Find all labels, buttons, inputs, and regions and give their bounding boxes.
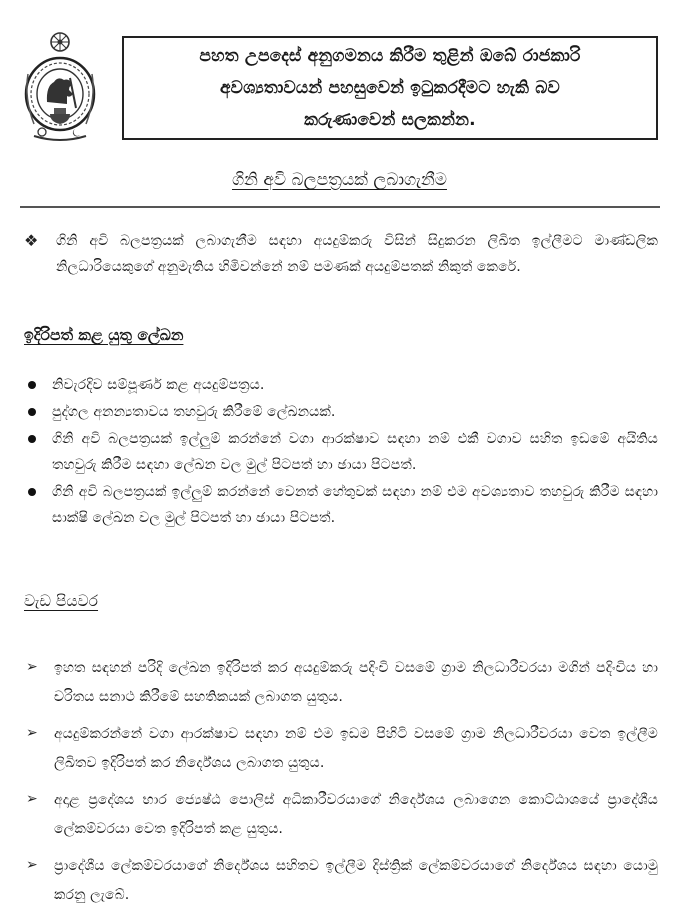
procedure-steps-list	[26, 654, 658, 918]
list-item-text: අදාළ ප්‍රදේශය භාර ජ්‍යෙෂ්ඨ පොලිස් අධිකාරීවරයාගේ නිර්දේශය ලබාගෙන කොට්ඨාශයේ ප්‍රාදේශීය ලේකම්වරයා වෙත ඉදිරිපත් කළ යුතුය.	[54, 792, 658, 837]
list-item	[26, 372, 658, 398]
list-item	[26, 786, 658, 844]
documents-heading: ඉදිරිපත් කළ යුතු ලේඛන	[24, 326, 184, 344]
arrow-bullet-icon: ➢	[26, 857, 38, 873]
sri-lanka-state-emblem-icon	[20, 28, 100, 146]
bullet-icon	[26, 479, 38, 505]
list-item-text: ඉහත සඳහන් පරිදි ලේඛන ඉදිරිපත් කර අයදුම්කරු පදිංචි වසමේ ග්‍රාම නිලධාරීවරයා මගින් පදිංචිය හා චරිතය සනාථ කිරීමේ සහතිකයක් ලබාගත යුතුය.	[54, 660, 658, 705]
arrow-bullet-icon: ➢	[26, 725, 38, 741]
title-divider	[20, 206, 660, 208]
list-item-text: පුද්ගල අනන්‍යතාවය තහවුරු කිරීමේ ලේඛනයක්.	[52, 404, 336, 420]
notice-line: අවශ්‍යතාවයන් පහසුවෙන් ඉටුකරදීමට හැකි බව	[220, 78, 560, 98]
list-item-text: ගිනි අවි බලපත්‍රයක් ඉල්ලුම් කරන්නේ වගා ආරක්ෂාව සඳහා නම් එකී වගාව සහිත ඉඩමේ අයිතිය තහවුරු කිරීම සඳහා ලේඛන වල මුල් පිටපත් හා ඡායා පිටපත්.	[52, 431, 658, 473]
intro-paragraph	[24, 228, 658, 280]
arrow-bullet-icon: ➢	[26, 791, 38, 807]
list-item	[26, 479, 658, 531]
list-item	[26, 399, 658, 425]
bullet-icon	[26, 426, 38, 452]
arrow-bullet-icon: ➢	[26, 659, 38, 675]
bullet-icon	[26, 372, 38, 398]
list-item	[26, 852, 658, 910]
notice-line: පහත උපදෙස් අනුගමනය කිරීම තුළින් ඔබේ රාජකාරි	[199, 46, 581, 66]
diamond-bullet-icon: ❖	[24, 231, 39, 250]
notice-line: කරුණාවෙන් සලකන්න.	[304, 110, 476, 130]
documents-list	[26, 372, 658, 532]
list-item-text: ගිනි අවි බලපත්‍රයක් ඉල්ලුම් කරන්නේ වෙනත් හේතුවක් සඳහා නම් එම අවශ්‍යතාව තහවුරු කිරීම සඳහා සාක්ෂි ලේඛන වල මුල් පිටපත් හා ඡායා පිටපත්.	[52, 484, 658, 526]
intro-text: ගිනි අවි බලපත්‍රයක් ලබාගැනීම සඳහා අයදුම්කරු විසින් සිදුකරන ලිඛිත ඉල්ලීමට මාණ්ඩලික නිලධාරියෙකුගේ අනුමැතිය හිමිවන්නේ නම් පමණක් අයදුම්පතක් නිකුත් කෙරේ.	[56, 233, 658, 275]
list-item	[26, 720, 658, 778]
list-item-text: නිවැරදිව සම්පූර්ණ කළ අයදුම්පත්‍රය.	[52, 377, 265, 393]
page-title: ගිනි අවි බලපත්‍රයක් ලබාගැනීම	[232, 170, 447, 190]
procedure-heading: වැඩ පියවර	[24, 592, 99, 610]
list-item-text: ප්‍රාදේශීය ලේකම්වරයාගේ නිර්දේශය සහිතව ඉල්ලීම දිස්ත්‍රික් ලේකම්වරයාගේ නිර්දේශය සඳහා යොමු කරනු ලැබේ.	[54, 858, 658, 903]
instruction-notice-text	[199, 40, 580, 136]
list-item	[26, 426, 658, 478]
list-item	[26, 654, 658, 712]
bullet-icon	[26, 399, 38, 425]
instruction-notice-box	[122, 36, 658, 140]
list-item-text: අයදුම්කරන්නේ වගා ආරක්ෂාව සඳහා නම් එම ඉඩම පිහිටි වසමේ ග්‍රාම නිලධාරීවරයා වෙත ඉල්ලීම ලිඛිතව ඉදිරිපත් කර නිර්දේශය ලබාගත යුතුය.	[54, 726, 658, 771]
